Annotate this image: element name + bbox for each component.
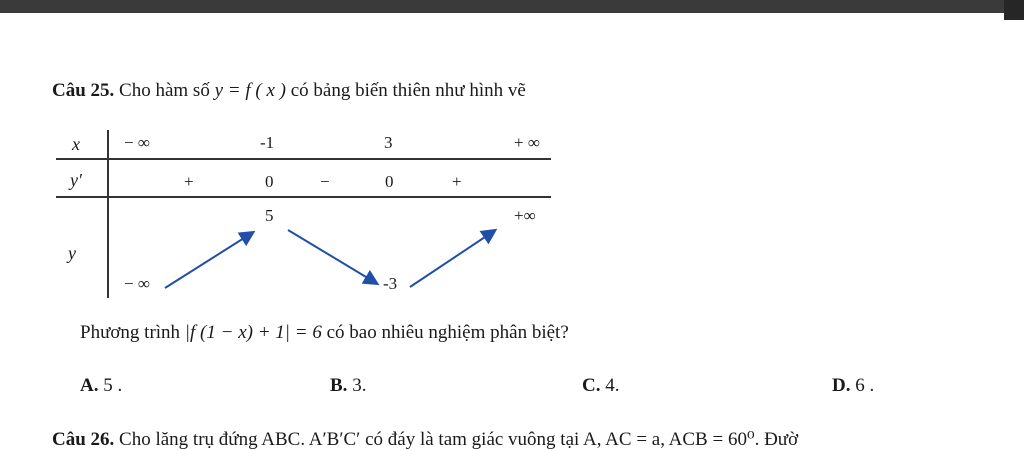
dy-sign: + xyxy=(452,172,462,191)
option-a[interactable] xyxy=(80,375,122,397)
y-value-min: -3 xyxy=(383,274,398,293)
row-dy-label: y′ xyxy=(70,170,82,190)
dy-sign: + xyxy=(184,172,194,191)
arrow-increasing xyxy=(165,233,252,288)
option-letter: A. xyxy=(80,375,99,396)
option-letter: D. xyxy=(832,375,851,396)
dy-zero: 0 xyxy=(385,172,394,191)
option-c[interactable] xyxy=(582,375,619,397)
x-value: − ∞ xyxy=(124,133,150,152)
next-question-line xyxy=(52,428,798,451)
option-letter: C. xyxy=(582,375,601,396)
prompt-formula: |f (1 − x) + 1| = 6 xyxy=(184,322,322,343)
next-question-label: Câu 26. xyxy=(52,429,115,450)
y-value-minus-infinity: − ∞ xyxy=(124,274,150,293)
arrow-decreasing xyxy=(288,230,376,283)
dy-sign: − xyxy=(320,172,330,191)
row-y-label: y xyxy=(68,243,76,263)
option-value: 5 . xyxy=(103,375,123,396)
question-text-before: Cho hàm số xyxy=(119,80,210,101)
y-value-max: 5 xyxy=(265,206,274,225)
option-b[interactable] xyxy=(330,375,366,397)
question-formula: y = f ( x ) xyxy=(214,80,286,101)
question-text-after: có bảng biến thiên như hình vẽ xyxy=(290,80,526,101)
next-question-text: Cho lăng trụ đứng ABC. A′B′C′ có đáy là tam giác vuông tại A, AC = a, ACB = 60⁰. Đườ xyxy=(119,429,799,450)
dy-zero: 0 xyxy=(265,172,274,191)
option-value: 4. xyxy=(605,375,620,396)
y-value-plus-infinity: +∞ xyxy=(514,206,536,225)
x-value: 3 xyxy=(384,133,393,152)
x-value: + ∞ xyxy=(514,133,540,152)
prompt-text-before: Phương trình xyxy=(80,322,181,343)
arrow-increasing xyxy=(410,231,494,287)
question-label: Câu 25. xyxy=(52,80,115,101)
option-value: 6 . xyxy=(855,375,875,396)
option-letter: B. xyxy=(330,375,348,396)
row-x-label: x xyxy=(72,134,80,154)
x-value: -1 xyxy=(260,133,275,152)
prompt-line xyxy=(80,322,569,344)
prompt-text-after: có bao nhiêu nghiệm phân biệt? xyxy=(326,322,569,343)
option-value: 3. xyxy=(352,375,367,396)
option-d[interactable] xyxy=(832,375,874,397)
